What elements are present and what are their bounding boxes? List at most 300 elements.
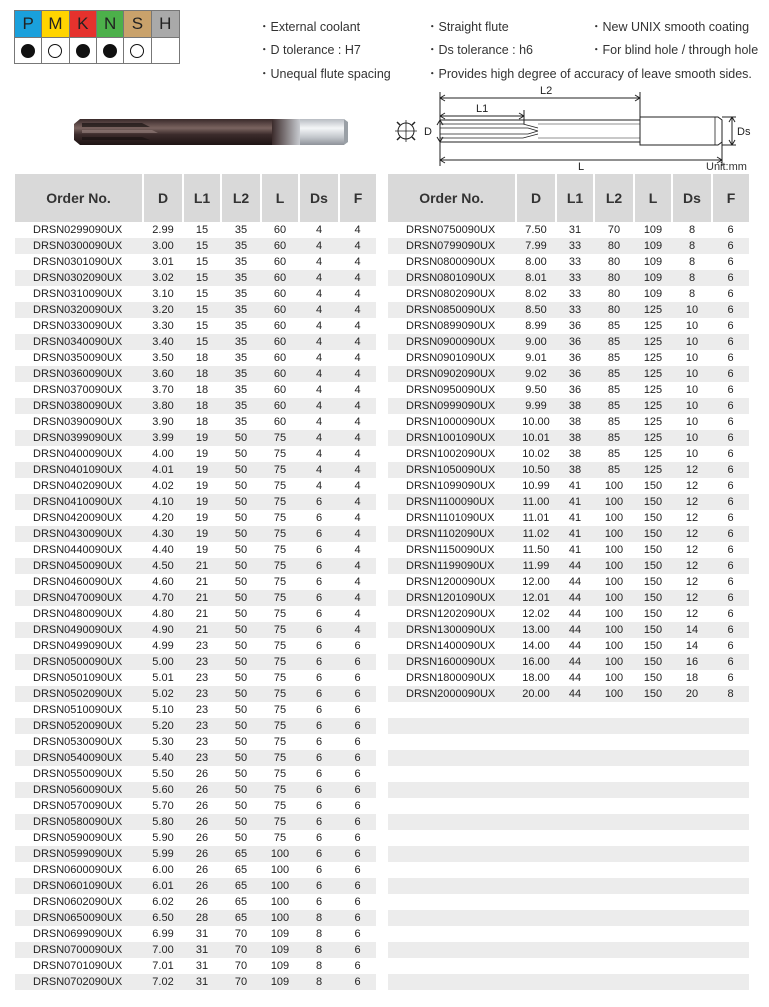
order-number-cell: DRSN0580090UX <box>15 814 143 830</box>
table-row <box>388 670 749 686</box>
table-row <box>388 910 749 926</box>
spec-cell: 11.50 <box>522 544 550 556</box>
spec-cell: 6 <box>315 768 323 780</box>
spec-cell: 50 <box>234 512 248 524</box>
spec-cell <box>712 862 749 878</box>
spec-cell: 85 <box>594 366 634 382</box>
spec-cell <box>712 910 749 926</box>
spec-cell: 3.20 <box>143 302 183 318</box>
order-number-cell: DRSN0450090UX <box>15 558 143 574</box>
spec-cell: 18 <box>195 416 209 428</box>
spec-cell: 18 <box>183 398 221 414</box>
spec-cell <box>672 942 712 958</box>
spec-cell: 50 <box>234 576 248 588</box>
spec-cell: 50 <box>221 686 261 702</box>
order-number-cell: DRSN1001090UX <box>388 430 516 446</box>
spec-cell: 6 <box>315 512 323 524</box>
spec-cell: 85 <box>594 334 634 350</box>
order-number-cell <box>388 926 516 942</box>
table-row <box>388 334 749 350</box>
spec-cell <box>594 910 634 926</box>
spec-cell: 41 <box>568 544 582 556</box>
table-row <box>388 462 749 478</box>
spec-cell: 7.02 <box>143 974 183 990</box>
spec-cell: 60 <box>273 352 287 364</box>
spec-cell: 70 <box>221 974 261 990</box>
table-row <box>15 574 376 590</box>
spec-cell: 125 <box>634 462 672 478</box>
spec-cell <box>712 814 749 830</box>
spec-cell: 8 <box>315 960 323 972</box>
spec-cell: 6 <box>315 864 323 876</box>
material-letters-row <box>15 11 179 37</box>
spec-cell: 15 <box>183 238 221 254</box>
spec-cell: 8.00 <box>525 256 547 268</box>
spec-cell: 6 <box>354 768 361 780</box>
table-row <box>388 574 749 590</box>
spec-cell: 100 <box>261 878 299 894</box>
spec-cell: 4 <box>339 494 376 510</box>
spec-cell: 125 <box>643 416 663 428</box>
spec-cell: 4.02 <box>152 480 174 492</box>
spec-cell: 6 <box>299 782 339 798</box>
spec-cell <box>672 750 712 766</box>
spec-cell: 26 <box>183 782 221 798</box>
spec-cell: 4 <box>299 238 339 254</box>
spec-cell: 38 <box>556 430 594 446</box>
spec-cell: 125 <box>643 448 663 460</box>
spec-cell: 11.02 <box>516 526 556 542</box>
spec-cell <box>634 798 672 814</box>
order-number-cell <box>388 718 516 734</box>
spec-cell: 14 <box>685 640 699 652</box>
spec-cell: 4.01 <box>143 462 183 478</box>
spec-cell <box>594 766 634 782</box>
material-s: S <box>124 11 151 37</box>
spec-cell: 8.01 <box>516 270 556 286</box>
spec-cell <box>672 958 712 974</box>
spec-cell: 50 <box>221 654 261 670</box>
order-number-cell: DRSN1000090UX <box>406 416 496 428</box>
spec-cell: 6 <box>315 576 323 588</box>
order-number-cell: DRSN0560090UX <box>15 782 143 798</box>
spec-cell: 75 <box>261 718 299 734</box>
spec-cell: 100 <box>604 640 624 652</box>
spec-cell <box>516 926 556 942</box>
spec-cell: 150 <box>634 686 672 702</box>
order-number-cell <box>388 766 516 782</box>
spec-cell: 60 <box>273 224 287 236</box>
feature-accuracy: ・Provides high degree of accuracy of leave smooth sides. <box>426 67 752 81</box>
spec-cell: 75 <box>273 544 287 556</box>
spec-cell <box>556 718 594 734</box>
spec-cell: 75 <box>261 814 299 830</box>
header-d: D <box>516 174 556 222</box>
spec-cell: 6 <box>354 640 361 652</box>
spec-cell: 8 <box>672 238 712 254</box>
spec-cell: 6 <box>712 398 749 414</box>
spec-cell: 16.00 <box>516 654 556 670</box>
spec-cell: 18 <box>183 366 221 382</box>
spec-cell: 35 <box>221 270 261 286</box>
table-row <box>15 638 376 654</box>
spec-cell: 6 <box>712 238 749 254</box>
spec-cell <box>556 926 594 942</box>
spec-cell: 18 <box>685 672 699 684</box>
spec-cell: 6 <box>727 384 734 396</box>
spec-cell: 6 <box>315 672 323 684</box>
order-number-cell: DRSN1100090UX <box>388 494 516 510</box>
spec-cell: 85 <box>607 416 621 428</box>
spec-cell: 9.50 <box>525 384 547 396</box>
spec-cell: 6 <box>727 640 734 652</box>
spec-cell: 109 <box>643 288 663 300</box>
order-number-cell: DRSN0440090UX <box>33 544 123 556</box>
table-row <box>388 846 749 862</box>
spec-cell: 109 <box>261 942 299 958</box>
spec-cell: 10.01 <box>516 430 556 446</box>
table-body-right <box>388 222 749 990</box>
spec-cell: 85 <box>594 462 634 478</box>
spec-cell <box>516 766 556 782</box>
spec-cell: 44 <box>568 576 582 588</box>
table-row <box>15 734 376 750</box>
spec-cell: 4 <box>299 302 339 318</box>
feature-coating: ・New UNIX smooth coating <box>590 20 750 34</box>
spec-cell <box>594 718 634 734</box>
order-number-cell: DRSN0599090UX <box>15 846 143 862</box>
spec-cell: 33 <box>556 270 594 286</box>
spec-cell: 15 <box>183 334 221 350</box>
spec-cell: 150 <box>643 608 663 620</box>
spec-cell: 100 <box>594 558 634 574</box>
material-k: K <box>70 11 97 37</box>
spec-cell: 6 <box>354 800 361 812</box>
table-row <box>15 750 376 766</box>
spec-cell: 36 <box>568 352 582 364</box>
order-number-cell: DRSN0899090UX <box>406 320 496 332</box>
spec-cell: 125 <box>634 366 672 382</box>
table-row <box>15 766 376 782</box>
spec-cell <box>516 878 556 894</box>
header-f: F <box>339 174 376 222</box>
spec-cell <box>712 974 749 990</box>
spec-cell: 4 <box>299 270 339 286</box>
order-number-cell: DRSN0520090UX <box>15 718 143 734</box>
spec-cell: 4 <box>354 352 361 364</box>
header-l1: L1 <box>183 174 221 222</box>
spec-cell <box>712 750 749 766</box>
spec-cell: 50 <box>221 750 261 766</box>
table-row <box>15 382 376 398</box>
table-row <box>15 958 376 974</box>
table-row <box>388 750 749 766</box>
spec-cell: 5.90 <box>152 832 174 844</box>
spec-cell: 6 <box>315 704 323 716</box>
table-row <box>388 926 749 942</box>
order-number-cell <box>388 894 516 910</box>
spec-cell: 3.50 <box>152 352 174 364</box>
order-number-cell: DRSN0400090UX <box>33 448 123 460</box>
spec-cell: 6 <box>727 320 734 332</box>
table-row <box>15 478 376 494</box>
spec-cell: 50 <box>221 494 261 510</box>
spec-cell: 35 <box>234 224 248 236</box>
spec-cell <box>594 878 634 894</box>
spec-cell: 4.30 <box>143 526 183 542</box>
spec-cell: 75 <box>261 590 299 606</box>
spec-cell <box>594 846 634 862</box>
spec-cell: 150 <box>643 544 663 556</box>
spec-cell: 50 <box>234 736 248 748</box>
spec-cell: 4.00 <box>152 448 174 460</box>
spec-cell: 8 <box>688 224 696 236</box>
spec-cell: 12 <box>685 544 699 556</box>
spec-cell <box>594 702 634 718</box>
spec-cell: 14.00 <box>522 640 550 652</box>
order-number-cell: DRSN0901090UX <box>406 352 496 364</box>
spec-cell: 35 <box>234 416 248 428</box>
spec-cell: 50 <box>221 526 261 542</box>
table-row <box>388 606 749 622</box>
spec-cell: 23 <box>183 654 221 670</box>
order-number-cell: DRSN0370090UX <box>33 384 123 396</box>
table-row <box>388 878 749 894</box>
spec-cell: 12 <box>685 512 699 524</box>
spec-cell: 50 <box>221 558 261 574</box>
spec-cell: 18.00 <box>522 672 550 684</box>
spec-cell: 11.00 <box>516 494 556 510</box>
order-number-cell: DRSN1102090UX <box>388 526 516 542</box>
spec-cell: 4 <box>354 256 361 268</box>
spec-cell: 6 <box>727 288 734 300</box>
order-number-cell: DRSN0950090UX <box>406 384 496 396</box>
spec-cell: 4.50 <box>143 558 183 574</box>
spec-cell: 6 <box>299 590 339 606</box>
table-row <box>15 494 376 510</box>
order-number-cell: DRSN0601090UX <box>15 878 143 894</box>
table-row <box>15 302 376 318</box>
spec-cell: 75 <box>273 576 287 588</box>
spec-cell: 26 <box>195 896 209 908</box>
spec-cell: 75 <box>273 512 287 524</box>
open-circle-icon <box>130 44 144 58</box>
spec-cell <box>516 974 556 990</box>
header-order-no: Order No. <box>15 174 143 222</box>
table-row <box>15 430 376 446</box>
spec-cell: 16 <box>672 654 712 670</box>
order-number-cell: DRSN0399090UX <box>15 430 143 446</box>
spec-cell: 75 <box>273 608 287 620</box>
spec-cell <box>556 846 594 862</box>
spec-cell: 4.70 <box>143 590 183 606</box>
table-row <box>15 654 376 670</box>
header-l: L <box>261 174 299 222</box>
spec-cell <box>556 894 594 910</box>
spec-cell: 31 <box>183 942 221 958</box>
spec-cell: 36 <box>568 320 582 332</box>
header-order-no: Order No. <box>388 174 516 222</box>
spec-cell: 6 <box>727 256 734 268</box>
spec-cell: 6 <box>727 512 734 524</box>
order-number-cell: DRSN0299090UX <box>33 224 123 236</box>
table-row <box>15 894 376 910</box>
material-h: H <box>152 11 179 37</box>
spec-cell: 50 <box>234 672 248 684</box>
spec-cell: 60 <box>261 366 299 382</box>
spec-cell: 4 <box>299 430 339 446</box>
feature-unequal-spacing: ・Unequal flute spacing <box>258 67 391 81</box>
order-number-cell <box>388 830 516 846</box>
spec-cell: 3.90 <box>152 416 174 428</box>
table-row <box>15 798 376 814</box>
spec-cell <box>516 830 556 846</box>
spec-cell: 65 <box>221 910 261 926</box>
spec-cell: 23 <box>183 686 221 702</box>
spec-cell: 100 <box>270 896 290 908</box>
material-p: P <box>15 11 42 37</box>
spec-cell: 15 <box>195 256 209 268</box>
spec-cell <box>516 750 556 766</box>
spec-cell: 4 <box>339 270 376 286</box>
spec-cell <box>594 926 634 942</box>
spec-cell <box>556 798 594 814</box>
spec-cell: 19 <box>195 544 209 556</box>
table-row <box>388 798 749 814</box>
spec-cell <box>712 782 749 798</box>
spec-cell: 35 <box>234 320 248 332</box>
spec-cell: 11.01 <box>522 512 550 524</box>
order-number-cell: DRSN0500090UX <box>15 654 143 670</box>
spec-cell: 12 <box>685 480 699 492</box>
spec-cell: 75 <box>273 800 287 812</box>
table-row <box>15 782 376 798</box>
spec-cell: 50 <box>234 480 248 492</box>
spec-cell: 100 <box>604 512 624 524</box>
table-row <box>388 622 749 638</box>
spec-cell: 38 <box>568 416 582 428</box>
table-row <box>388 654 749 670</box>
order-number-cell: DRSN1050090UX <box>388 462 516 478</box>
table-row <box>15 526 376 542</box>
spec-cell: 6 <box>727 448 734 460</box>
order-number-cell <box>388 734 516 750</box>
spec-cell: 4 <box>354 576 361 588</box>
spec-cell: 60 <box>273 384 287 396</box>
order-number-cell: DRSN0550090UX <box>33 768 123 780</box>
order-number-cell: DRSN0799090UX <box>388 238 516 254</box>
spec-cell: 9.01 <box>525 352 547 364</box>
spec-cell: 4 <box>339 558 376 574</box>
spec-cell: 109 <box>270 928 290 940</box>
order-number-cell: DRSN0360090UX <box>15 366 143 382</box>
table-row <box>15 606 376 622</box>
spec-cell: 85 <box>607 448 621 460</box>
spec-cell: 6 <box>315 544 323 556</box>
spec-cell: 31 <box>568 224 582 236</box>
spec-cell: 50 <box>221 590 261 606</box>
spec-cell: 35 <box>234 288 248 300</box>
spec-cell <box>516 910 556 926</box>
spec-cell <box>516 894 556 910</box>
spec-cell: 75 <box>261 526 299 542</box>
spec-cell: 23 <box>183 718 221 734</box>
reamer-photo <box>72 112 350 152</box>
table-row <box>388 270 749 286</box>
spec-cell <box>634 974 672 990</box>
order-number-cell: DRSN1600090UX <box>388 654 516 670</box>
table-row <box>388 510 749 526</box>
spec-cell: 6 <box>339 782 376 798</box>
spec-cell: 8.50 <box>516 302 556 318</box>
header-l1: L1 <box>556 174 594 222</box>
spec-cell: 26 <box>195 800 209 812</box>
spec-cell: 4 <box>315 352 323 364</box>
spec-cell: 19 <box>195 448 209 460</box>
spec-cell: 10 <box>685 320 699 332</box>
spec-cell: 6 <box>712 654 749 670</box>
order-number-cell: DRSN0402090UX <box>33 480 123 492</box>
spec-cell: 150 <box>643 480 663 492</box>
spec-cell: 75 <box>261 430 299 446</box>
table-row <box>388 350 749 366</box>
table-row <box>388 974 749 990</box>
spec-cell <box>556 814 594 830</box>
spec-cell: 6 <box>339 910 376 926</box>
spec-cell: 109 <box>261 974 299 990</box>
spec-cell: 13.00 <box>516 622 556 638</box>
spec-cell: 3.01 <box>152 256 174 268</box>
spec-cell: 50 <box>234 704 248 716</box>
table-row <box>388 366 749 382</box>
spec-cell: 6 <box>299 718 339 734</box>
spec-cell: 70 <box>607 224 621 236</box>
spec-cell: 100 <box>261 910 299 926</box>
spec-cell: 12.01 <box>516 590 556 606</box>
spec-cell: 6 <box>354 704 361 716</box>
table-row <box>388 942 749 958</box>
spec-cell: 19 <box>195 480 209 492</box>
spec-cell <box>634 830 672 846</box>
spec-cell: 150 <box>643 512 663 524</box>
spec-cell: 35 <box>234 256 248 268</box>
material-suitability-row <box>15 37 179 63</box>
spec-cell: 12 <box>672 558 712 574</box>
spec-cell: 8 <box>688 288 696 300</box>
spec-cell: 4.80 <box>152 608 174 620</box>
spec-cell: 4 <box>354 288 361 300</box>
spec-cell <box>712 702 749 718</box>
spec-cell: 6 <box>354 928 361 940</box>
spec-cell: 75 <box>261 462 299 478</box>
spec-cell: 80 <box>594 270 634 286</box>
spec-cell: 4 <box>339 526 376 542</box>
spec-cell: 3.99 <box>143 430 183 446</box>
spec-cell: 65 <box>221 878 261 894</box>
spec-cell: 36 <box>568 384 582 396</box>
table-row <box>388 302 749 318</box>
table-row <box>15 318 376 334</box>
table-row <box>15 238 376 254</box>
spec-cell: 6 <box>339 942 376 958</box>
spec-cell: 4 <box>339 366 376 382</box>
spec-cell: 6 <box>354 864 361 876</box>
spec-cell: 10.00 <box>522 416 550 428</box>
spec-cell: 75 <box>261 750 299 766</box>
table-row <box>15 910 376 926</box>
spec-cell: 60 <box>261 302 299 318</box>
spec-cell: 4 <box>315 480 323 492</box>
